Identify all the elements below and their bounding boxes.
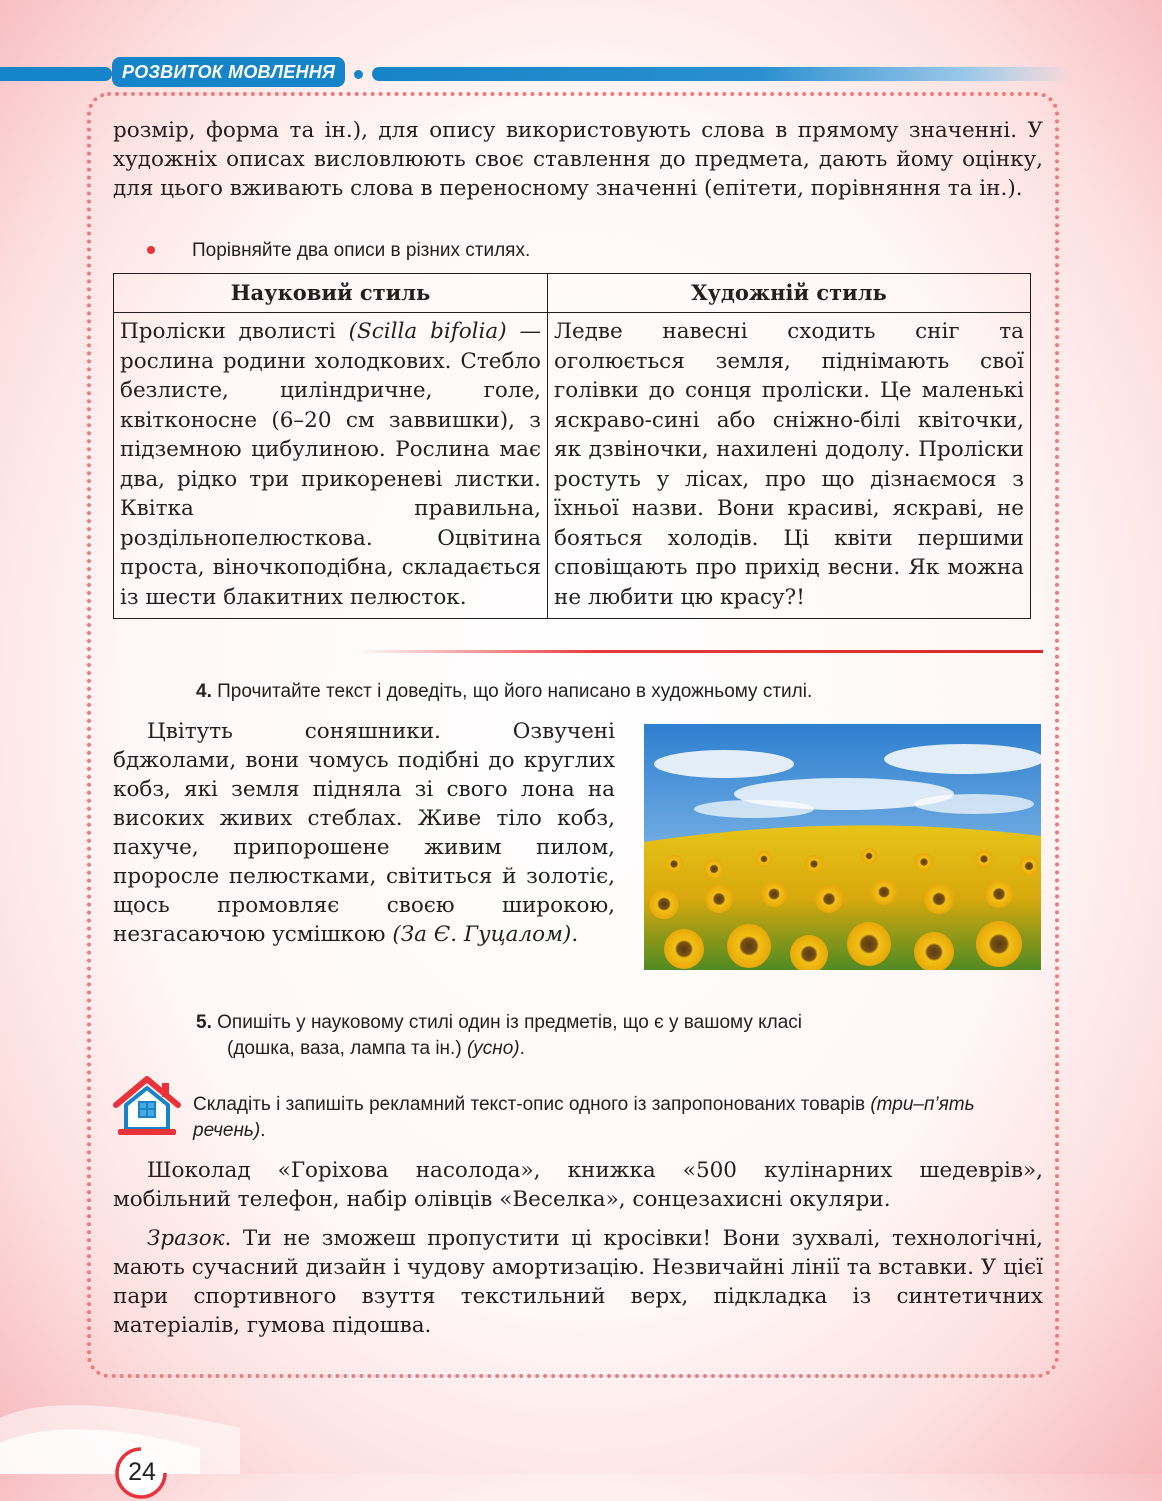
header-band-right: [372, 67, 1072, 81]
latin-name: (Scilla bifolia): [348, 319, 507, 344]
section-divider: [355, 650, 1043, 653]
sunflower-text: [113, 717, 615, 949]
task-5-line2: [196, 1036, 1006, 1062]
task-4-text: Прочитайте текст і доведіть, що його написано в художньому стилі.: [217, 681, 813, 702]
home-task-text: Складіть і запишіть рекламний текст-опис одного із запропонованих товарів: [193, 1094, 871, 1115]
task-4: [196, 679, 812, 705]
section-label-dot: [354, 70, 363, 79]
section-label: РОЗВИТОК МОВЛЕННЯ: [112, 57, 345, 87]
table-header-scientific: Науковий стиль: [114, 274, 548, 313]
products-paragraph: Шоколад «Горіхова насолода», книжка «500 кулінарних шедеврів», мобільний телефон, набір олівців «Веселка», сонцезахисні окуляри.: [113, 1158, 1043, 1212]
page-number: 24: [128, 1458, 156, 1486]
sunflower-text-body: Цвітуть соняшники. Озвучені бджолами, вони чомусь подібні до круглих кобз, які земля підняла зі свого лона на високих живих стеблах. Живе тіло кобз, пахуче, припорошене живим пилом, проросле пелюстками, світиться й золотіє, щось промовляє своєю широкою, незгасаючою усмішкою: [113, 719, 615, 947]
home-task-note: (три–п’ять речень): [193, 1094, 975, 1141]
task-4-number: 4.: [196, 681, 212, 702]
home-task: [193, 1092, 1013, 1144]
scientific-text-rest: — рослина родини холодкових. Стебло безлисте, циліндричне, голе, квітконосне (6–20 см заввишки), з підземною цибулиною. Рослина має два, рідко три прикореневі листки. Квітка правильна, роздільнопелюсткова. Оцвітина проста, віночкоподібна, складається із шести блакитних пелюсток.: [120, 319, 541, 610]
sunflower-text-end: .: [571, 922, 579, 947]
scientific-text-start: Проліски дволисті: [120, 319, 349, 344]
sunflower-field-photo: [644, 724, 1041, 970]
intro-paragraph: розмір, форма та ін.), для опису використовують слова в прямому значенні. У художніх описах висловлюють своє ставлення до предмета, дають йому оцінку, для цього вживають слова в переносному значенні (епітети, порівняння та ін.).: [113, 118, 1043, 201]
sample-text: . Ти не зможеш пропустити ці кросівки! Вони зухвалі, технологічні, мають сучасний дизайн і чудову амортизацію. Незвичайні лінії та вставки. У цієї пари спортивного взуття текстильний верх, підкладка із синтетичних матеріалів, гумова підошва.: [113, 1226, 1043, 1338]
task-5-number: 5.: [196, 1012, 212, 1033]
bullet-icon: [147, 246, 155, 254]
sample-label: Зразок: [147, 1226, 225, 1251]
sample-paragraph: [113, 1224, 1043, 1340]
task-5: [196, 1010, 1006, 1062]
home-task-end: .: [260, 1120, 266, 1141]
artistic-description: Ледве навесні сходить сніг та оголюється земля, піднімають свої голівки до сонця проліски. Це маленькі яскраво-сині або сніжно-білі квіточки, як дзвіночки, нахилені додолу. Проліски ростуть у лісах, про що дізнаємося з їхньої назви. Вони красиві, яскраві, не бояться холодів. Ці квіти першими сповіщають про прихід весни. Як можна не любити цю красу?!: [548, 313, 1031, 619]
header-band-left: [0, 67, 112, 81]
styles-comparison-table: [113, 273, 1031, 619]
task-5-text-line2: (дошка, ваза, лампа та ін.): [227, 1038, 467, 1059]
compare-task: Порівняйте два описи в різних стилях.: [192, 240, 531, 261]
task-5-note: (усно): [466, 1038, 520, 1059]
sunflower-text-source: (За Є. Гуцалом): [392, 922, 572, 947]
scientific-description: [114, 313, 548, 619]
task-5-end: .: [519, 1038, 525, 1059]
table-header-artistic: Художній стиль: [548, 274, 1031, 313]
house-icon: [112, 1075, 182, 1137]
task-5-text-line1: Опишіть у науковому стилі один із предметів, що є у вашому класі: [217, 1012, 803, 1033]
